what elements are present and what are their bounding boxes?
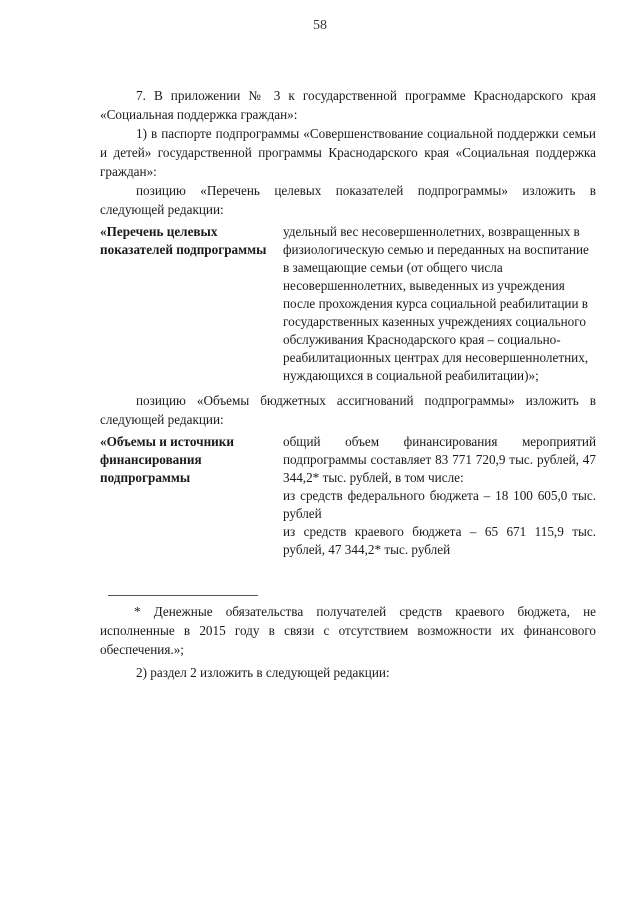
footnote: * Денежные обязательства получателей средств краевого бюджета, не исполненные в 2015 году в связи с отсутствием возможности их финансового обеспечения.»; bbox=[100, 604, 596, 657]
financing-federal: из средств федерального бюджета – 18 100 605,0 тыс. рублей bbox=[283, 488, 596, 521]
footnote-divider bbox=[108, 595, 258, 602]
table-row-financing bbox=[100, 433, 596, 559]
table-row-target-indicators bbox=[100, 223, 596, 385]
paragraph-section-2: 2) раздел 2 изложить в следующей редакции: bbox=[136, 665, 390, 680]
paragraph-subprogram-passport: 1) в паспорте подпрограммы «Совершенствование социальной поддержки семьи и детей» государственной программы Краснодарского края «Социальная поддержка граждан»: bbox=[100, 126, 596, 179]
row-value bbox=[283, 433, 596, 559]
row-label: «Перечень целевых показателей подпрограммы bbox=[100, 224, 267, 257]
document-body bbox=[100, 86, 596, 682]
paragraph-item-7: 7. В приложении № 3 к государственной программе Краснодарского края «Социальная поддержка граждан»: bbox=[100, 88, 596, 122]
paragraph-target-indicators-intro: позицию «Перечень целевых показателей подпрограммы» изложить в следующей редакции: bbox=[100, 183, 596, 217]
financing-regional: из средств краевого бюджета – 65 671 115,9 тыс. рублей, 47 344,2* тыс. рублей bbox=[283, 524, 596, 557]
row-value: удельный вес несовершеннолетних, возвращенных в физиологическую семью и переданных на воспитание в замещающие семьи (от общего числа несовершеннолетних, выведенных из учреждения после прохождения курса социальной реабилитации в государственных казенных учреждениях социального обслуживания Краснодарского края – социально-реабилитационных центрах для несовершеннолетних, нуждающихся в социальной реабилитации)»; bbox=[283, 224, 589, 383]
financing-total: общий объем финансирования мероприятий подпрограммы составляет 83 771 720,9 тыс. рублей, 47 344,2* тыс. рублей, в том числе: bbox=[283, 434, 596, 485]
row-label: «Объемы и источники финансирования подпрограммы bbox=[100, 434, 234, 485]
paragraph-budget-intro: позицию «Объемы бюджетных ассигнований подпрограммы» изложить в следующей редакции: bbox=[100, 393, 596, 427]
page-number: 58 bbox=[313, 18, 327, 33]
